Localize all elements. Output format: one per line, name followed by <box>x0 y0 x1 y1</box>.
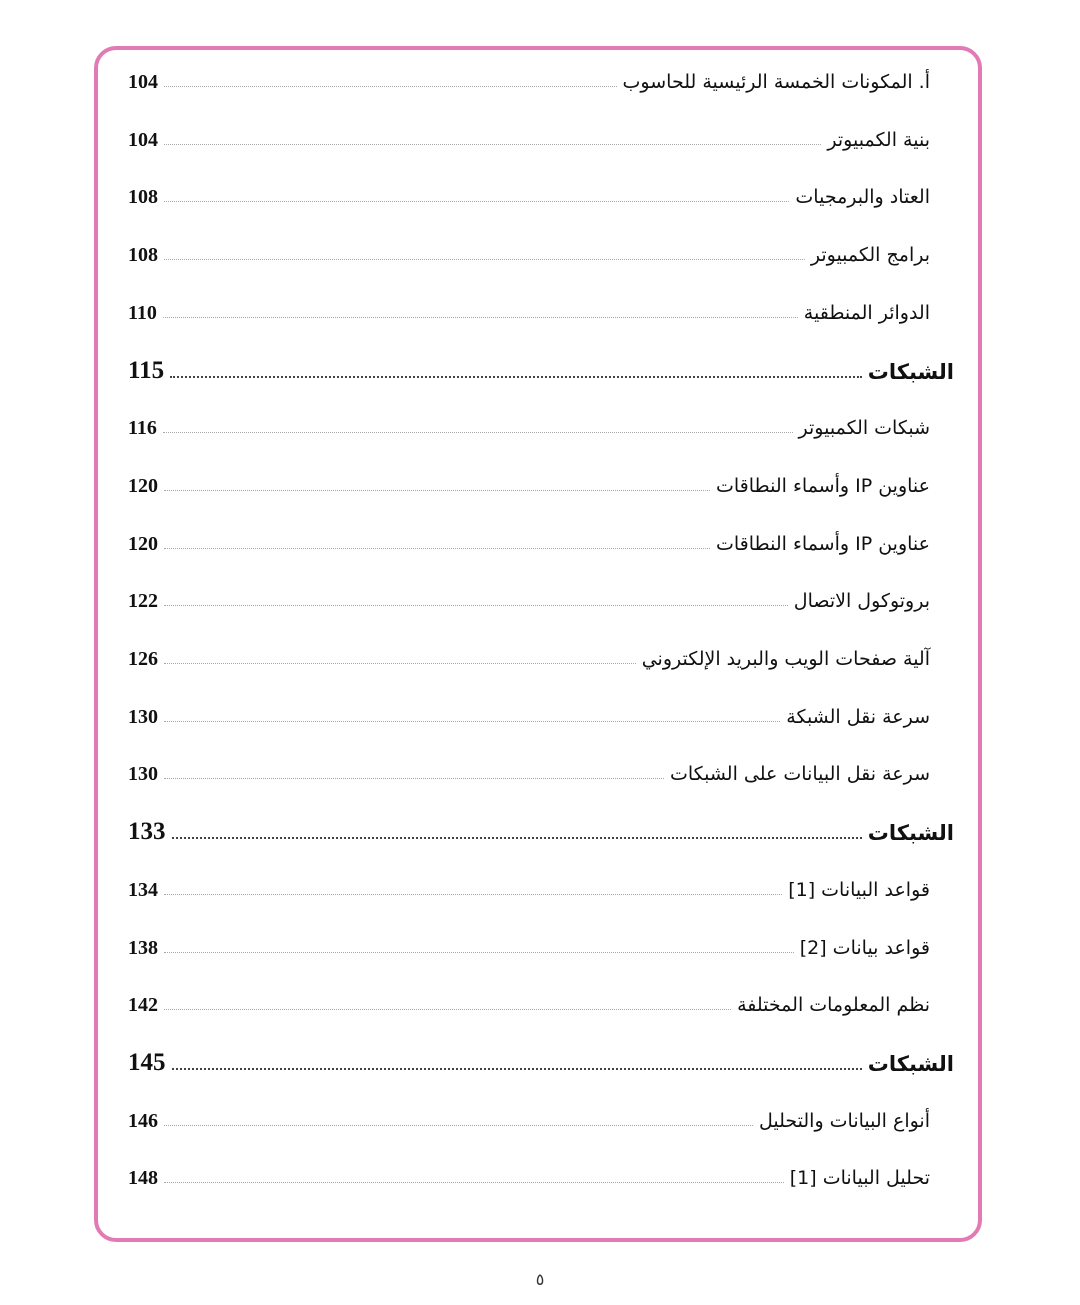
toc-entry-title: آلية صفحات الويب والبريد الإلكتروني <box>641 648 930 670</box>
toc-page-number: 133 <box>128 818 166 846</box>
toc-leader-dots <box>164 721 780 722</box>
toc-leader-dots <box>164 663 636 664</box>
toc-entry[interactable] <box>98 975 978 1015</box>
toc-entry[interactable] <box>98 514 978 554</box>
toc-page-number: 110 <box>128 301 157 324</box>
toc-page-number: 145 <box>128 1048 166 1076</box>
toc-page-number: 138 <box>128 936 158 959</box>
toc-page-number: 146 <box>128 1109 158 1132</box>
toc-page-number: 122 <box>128 590 158 613</box>
toc-entry[interactable] <box>98 860 978 900</box>
toc-entry-title: الدوائر المنطقية <box>803 301 930 324</box>
toc-entry[interactable] <box>98 1091 978 1131</box>
toc-entry-title: عناوين IP وأسماء النطاقات <box>716 474 930 497</box>
toc-entry[interactable] <box>98 52 978 92</box>
toc-page-number: 148 <box>128 1167 158 1190</box>
toc-leader-dots <box>164 605 788 606</box>
toc-page-number: 108 <box>128 244 158 267</box>
toc-entry[interactable] <box>98 110 978 150</box>
toc-page-number: 120 <box>128 474 158 497</box>
toc-entry-title: العتاد والبرمجيات <box>795 186 930 209</box>
toc-entry[interactable] <box>98 687 978 727</box>
toc-leader-dots <box>164 1125 753 1126</box>
toc-page-number: 126 <box>128 648 158 670</box>
toc-leader-dots <box>164 86 617 87</box>
toc-entry[interactable] <box>98 744 978 784</box>
toc-entry[interactable] <box>98 283 978 323</box>
toc-entry-title: الشبكات <box>867 359 954 384</box>
toc-page-number: 142 <box>128 994 158 1017</box>
toc-page-number: 108 <box>128 186 158 209</box>
toc-entry[interactable] <box>98 629 978 669</box>
toc-leader-dots <box>164 778 664 779</box>
toc-leader-dots <box>172 837 862 839</box>
toc-entry[interactable] <box>98 571 978 611</box>
toc-leader-dots <box>164 548 710 549</box>
toc-leader-dots <box>172 1068 862 1070</box>
toc-entry[interactable] <box>98 456 978 496</box>
toc-page-number: 104 <box>128 128 158 151</box>
toc-entry[interactable] <box>98 225 978 265</box>
page-number: ٥ <box>535 1270 545 1289</box>
toc-entry[interactable] <box>98 398 978 438</box>
toc-entry-title: بروتوكول الاتصال <box>793 590 930 613</box>
toc-entry-title: تحليل البيانات [1] <box>789 1167 930 1190</box>
toc-entry-title: أنواع البيانات والتحليل <box>758 1109 930 1132</box>
toc-leader-dots <box>164 201 789 202</box>
toc-entry-title: بنية الكمبيوتر <box>827 128 930 151</box>
toc-leader-dots <box>170 376 862 378</box>
toc-entry-title: نظم المعلومات المختلفة <box>737 994 930 1017</box>
toc-entry-title: قواعد البيانات [1] <box>788 878 930 901</box>
toc-section-entry[interactable] <box>98 343 978 383</box>
toc-leader-dots <box>164 952 794 953</box>
toc-entry-title: سرعة نقل الشبكة <box>786 705 930 728</box>
toc-entry-title: سرعة نقل البيانات على الشبكات <box>669 763 930 786</box>
toc-entry-title: عناوين IP وأسماء النطاقات <box>716 532 930 555</box>
toc-entry[interactable] <box>98 1148 978 1188</box>
toc-leader-dots <box>164 490 710 491</box>
toc-leader-dots <box>164 894 782 895</box>
toc-page-number: 120 <box>128 532 158 555</box>
toc-entry-title: أ. المكونات الخمسة الرئيسية للحاسوب <box>622 71 930 93</box>
toc-entry-title: الشبكات <box>867 821 954 846</box>
toc-page-number: 130 <box>128 705 158 728</box>
toc-entry[interactable] <box>98 167 978 207</box>
toc-page-number: 104 <box>128 71 158 93</box>
toc-leader-dots <box>164 1182 784 1183</box>
toc-leader-dots <box>164 144 821 145</box>
toc-leader-dots <box>163 317 798 318</box>
toc-section-entry[interactable] <box>98 1035 978 1075</box>
toc-page-number: 134 <box>128 878 158 901</box>
toc-entry-title: شبكات الكمبيوتر <box>798 417 930 440</box>
toc-entry[interactable] <box>98 918 978 958</box>
toc-page-number: 116 <box>128 417 157 440</box>
toc-section-entry[interactable] <box>98 804 978 844</box>
toc-entry-title: قواعد بيانات [2] <box>799 936 930 959</box>
toc-frame <box>94 46 982 1242</box>
toc-leader-dots <box>164 259 805 260</box>
toc-entry-title: الشبكات <box>867 1051 954 1076</box>
toc-leader-dots <box>164 1009 731 1010</box>
toc-page-number: 130 <box>128 763 158 786</box>
toc-entry-title: برامج الكمبيوتر <box>810 244 930 267</box>
toc-leader-dots <box>163 432 793 433</box>
toc-page-number: 115 <box>128 356 165 384</box>
